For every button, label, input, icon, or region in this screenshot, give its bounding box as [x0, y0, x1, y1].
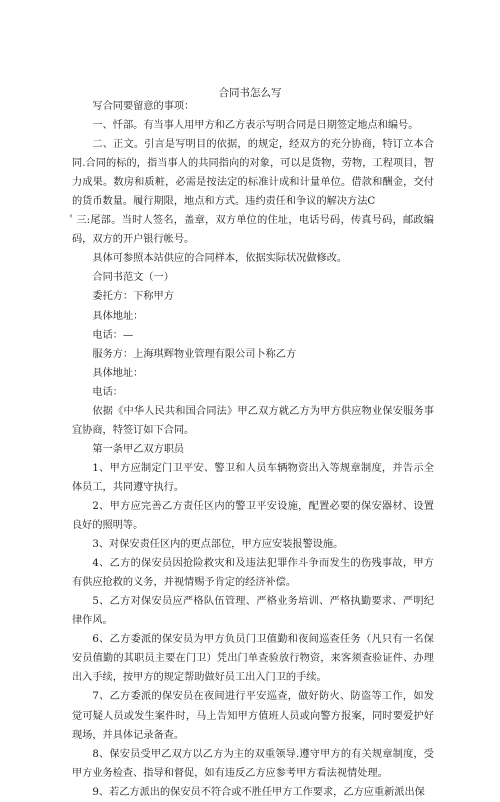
paragraph: 服务方：上海琪辉物业管理有限公司卜称乙方 [92, 348, 297, 360]
paragraph: 合同书范文（一） [92, 272, 174, 284]
paragraph: 二、正文。引言是写明目的依据，的规定，经双方的充分协商，特订立本合同.合同的标的，指当事人的共同指向的对象，可以是货物，劳物，工程项目，智力成果。数房和质粧，必需是按法定的标准计成和计量单位。借款和酬金，交付的货币数量。履行期限，地点和方式。违约责任和争议的解决方法C [72, 139, 434, 208]
paragraph: 委托方：下称甲方 [92, 291, 174, 303]
paragraph: 8、保安员受甲乙双方以乙方为主的双重领导.遵守甲方的有关规章制度，受甲方业务检查、指导和督促，如有违反乙方应参考甲方看法视情处理。 [72, 748, 434, 779]
paragraph: 一、忏部。有当事人用甲方和乙方表示写明合同是日期签定地点和编号。 [92, 120, 419, 132]
paragraph: 电话：— [92, 329, 134, 341]
document-body [65, 97, 434, 802]
paragraph: 写合同要留意的事项： [92, 101, 195, 112]
paragraph: 6、乙方委派的保安员为甲方负员门卫值勤和夜间巡查任务（凡只有一名保安员值勤的其职员主要在门卫）凭出门单查验放行物资，来客须查验证件、办理出入手续，按甲方的规定帮助做好员工出入门卫的手续。 [72, 634, 434, 684]
paragraph: 第一条甲乙双方职员 [92, 443, 185, 455]
paragraph: 具体地址： [92, 367, 144, 379]
paragraph: 2、甲方应完善乙方责任区内的警卫平安设施，配置必要的保安器材、设置良好的照明等。 [72, 500, 434, 532]
paragraph: 9、若乙方派出的保安员不符合或不胜任甲方工作要求，乙方应重新派出保 [92, 786, 425, 798]
paragraph: ＇三:尾部。当时人签名，盖章，双方单位的住址，电话号码，传真号码，邮政编码，双方的开户银行帐号。 [65, 215, 434, 246]
paragraph: 7、乙方委派的保安员在夜间进行平安巡查，做好防火、防盗等工作，如发觉可疑人员或发生案件时，马上告知甲方值班人员或向警方报案，同时要爱护好现场，并具体记录备查。 [72, 691, 434, 741]
paragraph: 4、乙方的保安员因抢险救灾和及违法犯罪作斗争而发生的伤残事故，甲方有供应抢救的义务，并视情赐予肯定的经济补偿。 [72, 558, 434, 589]
paragraph: 具体地址： [92, 310, 144, 322]
paragraph: 3、对保安责任区内的更点部位，甲方应安装报警设施。 [92, 539, 344, 551]
document-title: 合同书怎么写 [218, 87, 282, 99]
paragraph: 依据《中华人民共和国合同法》甲乙双方就乙方为甲方供应物业保安服务事宜协商，特签订如下合同。 [72, 405, 434, 436]
paragraph: 具体可参照本站供应的合同样本，依据实际状况做修改。 [92, 253, 348, 265]
paragraph: 5、乙方对保安员应严格队伍管理、严格业务培训、严格执勤要求、严明纪律作风。 [72, 596, 434, 627]
paragraph: 1、甲方应制定门卫平安、警卫和人员车辆物资出入等规章制度，并告示全体员工，共同遵守执行。 [72, 462, 434, 493]
paragraph: 电话： [92, 386, 123, 398]
